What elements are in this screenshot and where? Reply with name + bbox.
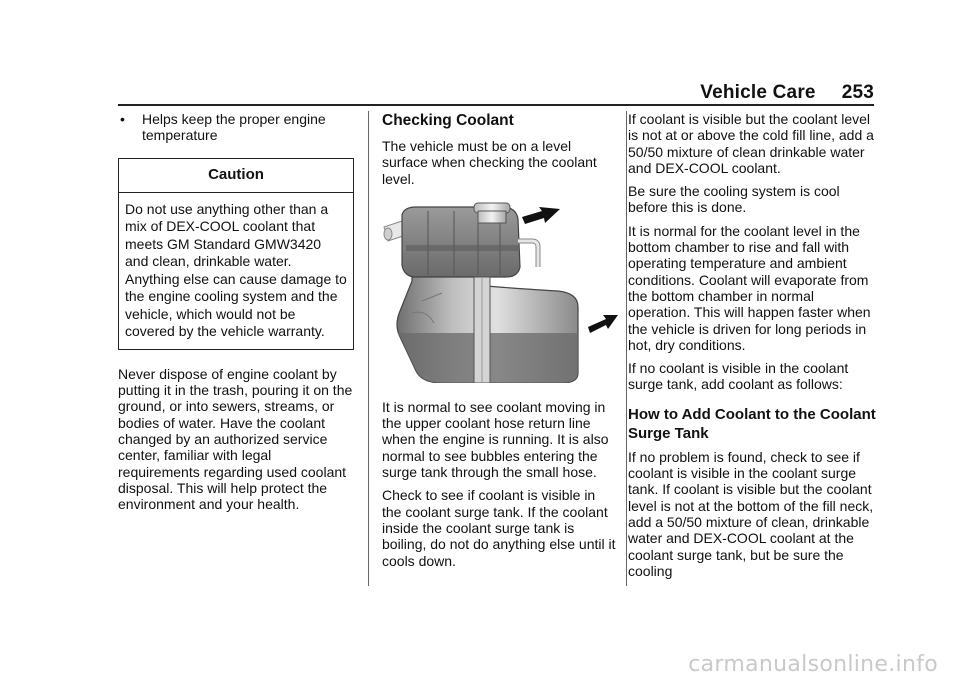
page-number: 253 — [841, 82, 874, 103]
header-rule — [118, 104, 874, 106]
caution-text: Do not use anything other than a mix of DEX-COOL coolant that meets GM Standard GMW3420 and clean, drinkable water. Anything else can cause damage to the engine cooling system and the vehicle, which would not be covered by the vehicle warranty. — [125, 200, 347, 340]
page-header — [0, 82, 874, 104]
bullet-text: Helps keep the proper engine temperature — [142, 111, 326, 144]
caution-title: Caution — [119, 159, 353, 193]
paragraph: It is normal to see coolant moving in the upper coolant hose return line when the engine is running. It is also normal to see bubbles entering the surge tank through the small hose. — [382, 398, 609, 481]
paragraph: If no problem is found, check to see if coolant is visible in the coolant surge tank. If coolant is visible but the coolant level is not at the bottom of the fill neck, add a 50/50 mixture of clean, drinkable water and DEX-COOL coolant at the coolant surge tank, but be sure the cooling — [628, 448, 874, 579]
paragraph: Be sure the cooling system is cool before this is done. — [628, 183, 840, 216]
column-divider — [626, 111, 627, 586]
column-divider — [368, 111, 369, 586]
add-coolant-heading: How to Add Coolant to the Coolant Surge Tank — [628, 405, 876, 442]
bullet-item — [118, 111, 354, 144]
paragraph: The vehicle must be on a level surface when checking the coolant level. — [382, 138, 597, 187]
column-1 — [118, 111, 354, 520]
caution-box — [118, 158, 354, 350]
column-2 — [382, 111, 618, 576]
section-title: Vehicle Care — [700, 82, 816, 103]
disposal-paragraph: Never dispose of engine coolant by putting it in the trash, pouring it on the ground, or into sewers, streams, or bodies of water. Have the coolant changed by an authorized service center, familiar with legal requirements regarding used coolant disposal. This will help protect the environment and your health. — [118, 365, 353, 513]
site-watermark: carmanualsonline.info — [688, 652, 938, 677]
paragraph: Check to see if coolant is visible in the coolant surge tank. If the coolant inside the coolant surge tank is boiling, do not do anything else until it cools down. — [382, 487, 616, 569]
paragraph: If coolant is visible but the coolant level is not at or above the cold fill line, add a 50/50 mixture of clean drinkable water and DEX-COOL coolant. — [628, 111, 874, 176]
coolant-surge-tank-illustration — [382, 201, 618, 383]
checking-coolant-heading: Checking Coolant — [382, 112, 514, 129]
paragraph: It is normal for the coolant level in the bottom chamber to rise and fall with operating temperature and ambient conditions. Coolant will evaporate from the bottom chamber in normal operation. This will happen faster when the vehicle is driven for long periods in hot, dry conditions. — [628, 222, 871, 353]
paragraph: If no coolant is visible in the coolant surge tank, add coolant as follows: — [628, 360, 849, 393]
column-3 — [628, 111, 876, 586]
bullet-marker: • — [120, 111, 125, 127]
